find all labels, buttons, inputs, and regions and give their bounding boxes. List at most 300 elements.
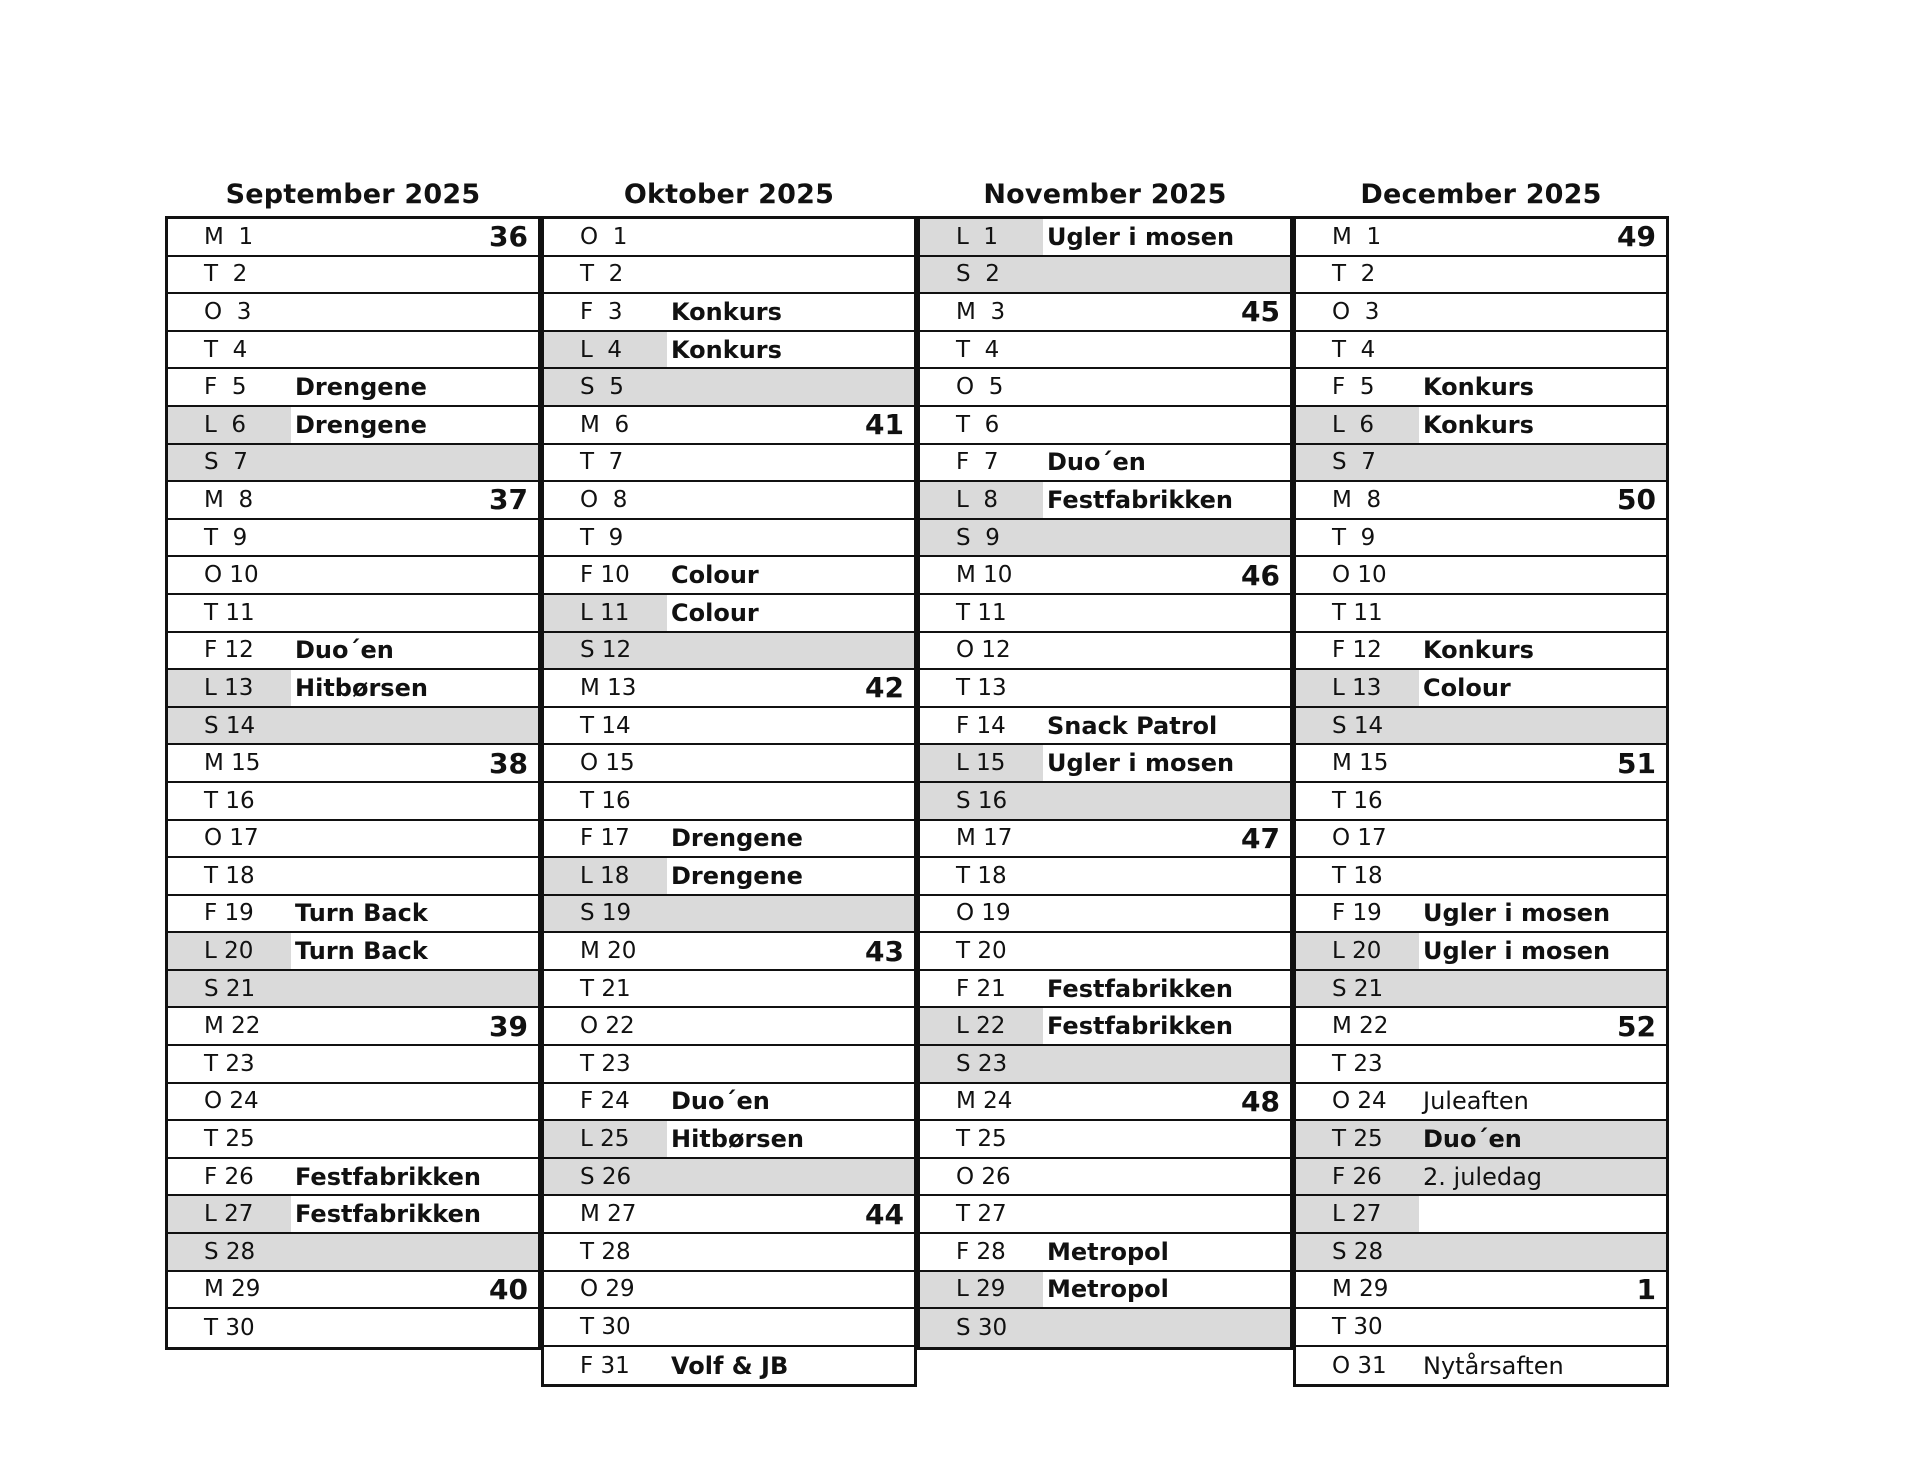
- day-event: Snack Patrol: [1047, 711, 1218, 740]
- day-label: L 29: [920, 1272, 1043, 1308]
- day-label: O 24: [204, 1088, 259, 1115]
- day-row: [920, 933, 1290, 971]
- day-row: [168, 1046, 538, 1084]
- month-column: [917, 174, 1293, 1350]
- day-row: [1296, 1347, 1666, 1385]
- day-event: Drengene: [671, 824, 803, 853]
- day-row: [544, 896, 914, 934]
- day-label: T 16: [1332, 787, 1383, 814]
- day-row: [168, 257, 538, 295]
- week-number: 50: [1617, 483, 1656, 517]
- day-row: [544, 595, 914, 633]
- day-label: O 26: [956, 1163, 1011, 1190]
- month-day-list: [917, 216, 1293, 1350]
- day-row: [1296, 369, 1666, 407]
- week-number: 37: [489, 483, 528, 517]
- day-label: L 27: [168, 1196, 291, 1232]
- day-row: [168, 971, 538, 1009]
- day-event: Drengene: [295, 373, 427, 402]
- day-row: [1296, 821, 1666, 859]
- day-event: Hitbørsen: [295, 673, 428, 702]
- day-label: T 9: [1332, 524, 1376, 551]
- day-row: [920, 1046, 1290, 1084]
- day-label: T 28: [580, 1238, 631, 1265]
- week-number: 51: [1617, 746, 1656, 780]
- day-label: L 6: [168, 407, 291, 443]
- day-label: M 20: [580, 938, 637, 965]
- day-row: [920, 407, 1290, 445]
- day-label: F 12: [1332, 637, 1382, 664]
- day-label: F 19: [204, 900, 254, 927]
- day-label: T 18: [204, 862, 255, 889]
- day-row: [168, 1309, 538, 1347]
- day-label: M 8: [204, 486, 254, 513]
- day-label: S 7: [1332, 449, 1376, 476]
- day-label: L 22: [920, 1008, 1043, 1044]
- day-row: [168, 1196, 538, 1234]
- day-row: [544, 219, 914, 257]
- week-number: 40: [489, 1272, 528, 1306]
- day-label: S 12: [580, 637, 632, 664]
- day-row: [1296, 1309, 1666, 1347]
- day-event: Colour: [671, 598, 759, 627]
- day-row: [1296, 858, 1666, 896]
- week-number: 44: [865, 1197, 904, 1231]
- day-label: T 4: [204, 336, 248, 363]
- day-label: F 14: [956, 712, 1006, 739]
- day-event: Ugler i mosen: [1047, 749, 1235, 778]
- day-label: O 29: [580, 1276, 635, 1303]
- day-label: T 25: [1332, 1126, 1383, 1153]
- day-row: [920, 783, 1290, 821]
- week-number: 49: [1617, 220, 1656, 254]
- day-label: S 9: [956, 524, 1000, 551]
- day-label: F 28: [956, 1238, 1006, 1265]
- day-label: T 14: [580, 712, 631, 739]
- day-row: [544, 1196, 914, 1234]
- day-label: O 17: [204, 825, 259, 852]
- week-number: 48: [1241, 1084, 1280, 1118]
- week-number: 52: [1617, 1009, 1656, 1043]
- day-row: [1296, 633, 1666, 671]
- day-label: L 25: [544, 1121, 667, 1157]
- day-label: M 6: [580, 411, 630, 438]
- day-label: M 24: [956, 1088, 1013, 1115]
- day-row: [168, 745, 538, 783]
- day-event: Konkurs: [1423, 373, 1534, 402]
- day-row: [168, 219, 538, 257]
- day-row: [1296, 482, 1666, 520]
- day-row: [1296, 1084, 1666, 1122]
- day-label: T 9: [580, 524, 624, 551]
- day-row: [168, 1084, 538, 1122]
- month-column: [165, 174, 541, 1350]
- day-label: O 5: [956, 374, 1004, 401]
- day-label: T 16: [204, 787, 255, 814]
- day-label: M 29: [1332, 1276, 1389, 1303]
- day-label: M 13: [580, 674, 637, 701]
- day-row: [544, 745, 914, 783]
- day-row: [544, 445, 914, 483]
- month-day-list: [1293, 216, 1669, 1387]
- day-label: F 31: [580, 1352, 630, 1379]
- day-label: S 7: [204, 449, 248, 476]
- day-row: [168, 595, 538, 633]
- day-label: T 4: [956, 336, 1000, 363]
- day-row: [168, 1272, 538, 1310]
- day-label: O 3: [204, 298, 252, 325]
- day-row: [1296, 933, 1666, 971]
- week-number: 42: [865, 671, 904, 705]
- day-event: Metropol: [1047, 1275, 1169, 1304]
- day-event: Konkurs: [671, 297, 782, 326]
- day-label: S 21: [204, 975, 256, 1002]
- day-event: Duo´en: [1423, 1125, 1522, 1154]
- day-row: [920, 294, 1290, 332]
- week-number: 36: [489, 220, 528, 254]
- day-row: [1296, 557, 1666, 595]
- day-label: T 13: [956, 674, 1007, 701]
- day-row: [168, 821, 538, 859]
- day-label: M 22: [1332, 1013, 1389, 1040]
- day-row: [544, 858, 914, 896]
- day-label: T 4: [1332, 336, 1376, 363]
- week-number: 41: [865, 408, 904, 442]
- day-event: Ugler i mosen: [1423, 899, 1611, 928]
- day-row: [920, 1234, 1290, 1272]
- day-label: S 14: [1332, 712, 1384, 739]
- week-number: 43: [865, 934, 904, 968]
- day-row: [544, 783, 914, 821]
- day-label: M 17: [956, 825, 1013, 852]
- day-row: [920, 1309, 1290, 1347]
- day-row: [1296, 520, 1666, 558]
- day-label: T 7: [580, 449, 624, 476]
- day-event: Hitbørsen: [671, 1125, 804, 1154]
- day-label: M 3: [956, 298, 1006, 325]
- day-label: O 1: [580, 223, 628, 250]
- day-event: Festfabrikken: [1047, 974, 1233, 1003]
- day-label: T 21: [580, 975, 631, 1002]
- day-label: F 21: [956, 975, 1006, 1002]
- day-label: T 18: [956, 862, 1007, 889]
- day-event: Konkurs: [671, 335, 782, 364]
- day-label: L 11: [544, 595, 667, 631]
- day-row: [168, 670, 538, 708]
- day-row: [168, 633, 538, 671]
- day-label: T 23: [1332, 1050, 1383, 1077]
- day-label: T 30: [580, 1314, 631, 1341]
- day-row: [168, 407, 538, 445]
- day-event: Nytårsaften: [1423, 1351, 1564, 1380]
- day-row: [1296, 896, 1666, 934]
- day-label: M 1: [204, 223, 254, 250]
- day-row: [544, 1272, 914, 1310]
- day-row: [920, 858, 1290, 896]
- day-label: S 30: [956, 1315, 1008, 1342]
- day-row: [168, 858, 538, 896]
- day-row: [544, 332, 914, 370]
- day-row: [168, 332, 538, 370]
- day-label: L 20: [1296, 933, 1419, 969]
- day-row: [544, 708, 914, 746]
- day-row: [168, 1159, 538, 1197]
- day-row: [168, 896, 538, 934]
- month-day-list: [541, 216, 917, 1387]
- day-row: [544, 670, 914, 708]
- day-label: O 10: [204, 562, 259, 589]
- day-row: [1296, 670, 1666, 708]
- day-event: Volf & JB: [671, 1351, 789, 1380]
- day-row: [544, 1046, 914, 1084]
- day-row: [920, 821, 1290, 859]
- week-number: 1: [1636, 1272, 1656, 1306]
- day-row: [544, 482, 914, 520]
- day-label: S 16: [956, 787, 1008, 814]
- month-title: November 2025: [983, 179, 1227, 210]
- day-label: F 3: [580, 298, 623, 325]
- day-label: T 11: [956, 599, 1007, 626]
- month-day-list: [165, 216, 541, 1350]
- day-label: T 11: [204, 599, 255, 626]
- day-row: [168, 520, 538, 558]
- day-row: [544, 821, 914, 859]
- day-label: T 30: [204, 1315, 255, 1342]
- day-label: S 28: [1332, 1238, 1384, 1265]
- day-label: T 2: [1332, 261, 1376, 288]
- day-row: [544, 933, 914, 971]
- day-row: [1296, 1196, 1666, 1234]
- day-label: O 31: [1332, 1352, 1387, 1379]
- day-label: O 8: [580, 486, 628, 513]
- day-label: L 18: [544, 858, 667, 894]
- day-row: [920, 971, 1290, 1009]
- day-row: [920, 557, 1290, 595]
- day-row: [544, 407, 914, 445]
- day-label: T 25: [204, 1126, 255, 1153]
- day-row: [544, 1234, 914, 1272]
- week-number: 38: [489, 746, 528, 780]
- day-label: O 22: [580, 1013, 635, 1040]
- day-label: M 27: [580, 1201, 637, 1228]
- day-row: [920, 708, 1290, 746]
- day-label: S 28: [204, 1238, 256, 1265]
- day-label: O 17: [1332, 825, 1387, 852]
- day-label: O 19: [956, 900, 1011, 927]
- day-label: M 15: [204, 750, 261, 777]
- day-label: M 29: [204, 1276, 261, 1303]
- day-row: [544, 257, 914, 295]
- day-label: L 4: [544, 332, 667, 368]
- day-label: O 10: [1332, 562, 1387, 589]
- day-label: F 24: [580, 1088, 630, 1115]
- day-row: [920, 219, 1290, 257]
- day-row: [168, 783, 538, 821]
- day-row: [544, 1159, 914, 1197]
- day-label: T 23: [204, 1050, 255, 1077]
- day-label: T 23: [580, 1050, 631, 1077]
- day-label: L 27: [1296, 1196, 1419, 1232]
- day-row: [920, 633, 1290, 671]
- day-row: [1296, 1046, 1666, 1084]
- day-label: F 26: [1332, 1163, 1382, 1190]
- day-row: [1296, 971, 1666, 1009]
- day-label: T 30: [1332, 1314, 1383, 1341]
- day-event: Drengene: [295, 410, 427, 439]
- day-row: [920, 745, 1290, 783]
- day-label: T 16: [580, 787, 631, 814]
- day-label: S 14: [204, 712, 256, 739]
- day-event: Konkurs: [1423, 410, 1534, 439]
- day-row: [920, 445, 1290, 483]
- day-label: L 13: [1296, 670, 1419, 706]
- day-event: Ugler i mosen: [1047, 222, 1235, 251]
- day-event: Duo´en: [295, 636, 394, 665]
- day-row: [920, 332, 1290, 370]
- week-number: 47: [1241, 821, 1280, 855]
- day-row: [168, 445, 538, 483]
- day-event: Turn Back: [295, 899, 428, 928]
- day-label: O 15: [580, 750, 635, 777]
- day-label: F 12: [204, 637, 254, 664]
- day-label: T 18: [1332, 862, 1383, 889]
- day-label: L 20: [168, 933, 291, 969]
- day-label: T 25: [956, 1126, 1007, 1153]
- day-label: F 19: [1332, 900, 1382, 927]
- day-label: T 9: [204, 524, 248, 551]
- day-row: [544, 1309, 914, 1347]
- day-row: [1296, 294, 1666, 332]
- day-event: Metropol: [1047, 1237, 1169, 1266]
- day-row: [168, 369, 538, 407]
- day-row: [544, 294, 914, 332]
- day-row: [544, 1008, 914, 1046]
- day-row: [1296, 1272, 1666, 1310]
- day-label: T 2: [580, 261, 624, 288]
- day-label: M 22: [204, 1013, 261, 1040]
- day-event: Duo´en: [671, 1087, 770, 1116]
- day-label: M 15: [1332, 750, 1389, 777]
- day-row: [1296, 445, 1666, 483]
- day-row: [544, 633, 914, 671]
- day-label: T 6: [956, 411, 1000, 438]
- day-label: S 26: [580, 1163, 632, 1190]
- day-row: [544, 369, 914, 407]
- day-row: [1296, 1008, 1666, 1046]
- day-row: [168, 933, 538, 971]
- day-label: T 11: [1332, 599, 1383, 626]
- day-row: [920, 1121, 1290, 1159]
- day-row: [1296, 219, 1666, 257]
- day-row: [1296, 783, 1666, 821]
- week-number: 39: [489, 1009, 528, 1043]
- day-row: [920, 369, 1290, 407]
- day-event: Colour: [671, 561, 759, 590]
- day-row: [168, 1008, 538, 1046]
- day-row: [1296, 332, 1666, 370]
- day-row: [1296, 745, 1666, 783]
- day-row: [168, 708, 538, 746]
- day-label: S 19: [580, 900, 632, 927]
- day-row: [544, 1347, 914, 1385]
- day-row: [544, 1121, 914, 1159]
- day-row: [920, 1008, 1290, 1046]
- day-row: [920, 670, 1290, 708]
- day-row: [1296, 1159, 1666, 1197]
- day-row: [544, 1084, 914, 1122]
- day-label: S 5: [580, 374, 624, 401]
- day-row: [920, 520, 1290, 558]
- day-label: S 21: [1332, 975, 1384, 1002]
- day-row: [168, 482, 538, 520]
- week-number: 46: [1241, 558, 1280, 592]
- day-row: [544, 557, 914, 595]
- day-row: [168, 1121, 538, 1159]
- day-label: L 8: [920, 482, 1043, 518]
- day-row: [1296, 595, 1666, 633]
- day-label: O 24: [1332, 1088, 1387, 1115]
- week-number: 45: [1241, 295, 1280, 329]
- day-label: F 5: [204, 374, 247, 401]
- day-event: Festfabrikken: [295, 1162, 481, 1191]
- day-label: S 2: [956, 261, 1000, 288]
- day-label: M 1: [1332, 223, 1382, 250]
- day-row: [920, 1159, 1290, 1197]
- month-column: [1293, 174, 1669, 1387]
- day-row: [168, 294, 538, 332]
- day-row: [1296, 1121, 1666, 1159]
- day-row: [920, 896, 1290, 934]
- day-event: Colour: [1423, 673, 1511, 702]
- day-row: [1296, 708, 1666, 746]
- day-label: F 7: [956, 449, 999, 476]
- day-label: L 13: [168, 670, 291, 706]
- day-label: M 8: [1332, 486, 1382, 513]
- month-title: September 2025: [225, 179, 481, 210]
- day-label: O 12: [956, 637, 1011, 664]
- day-row: [920, 1084, 1290, 1122]
- day-row: [920, 257, 1290, 295]
- month-column: [541, 174, 917, 1387]
- day-label: T 27: [956, 1201, 1007, 1228]
- day-row: [1296, 407, 1666, 445]
- day-row: [920, 1272, 1290, 1310]
- day-event: Ugler i mosen: [1423, 937, 1611, 966]
- day-row: [1296, 257, 1666, 295]
- day-label: L 15: [920, 745, 1043, 781]
- day-row: [168, 1234, 538, 1272]
- day-label: L 1: [920, 219, 1043, 255]
- day-label: O 3: [1332, 298, 1380, 325]
- day-row: [168, 557, 538, 595]
- day-label: T 20: [956, 938, 1007, 965]
- day-row: [920, 482, 1290, 520]
- day-label: F 26: [204, 1163, 254, 1190]
- day-event: Festfabrikken: [1047, 1012, 1233, 1041]
- month-title: December 2025: [1360, 179, 1602, 210]
- day-label: T 2: [204, 261, 248, 288]
- day-event: Drengene: [671, 861, 803, 890]
- day-row: [1296, 1234, 1666, 1272]
- day-event: Festfabrikken: [295, 1200, 481, 1229]
- day-event: Turn Back: [295, 937, 428, 966]
- day-event: Festfabrikken: [1047, 485, 1233, 514]
- day-label: F 17: [580, 825, 630, 852]
- day-event: 2. juledag: [1423, 1162, 1543, 1191]
- day-label: M 10: [956, 562, 1013, 589]
- day-row: [544, 971, 914, 1009]
- day-label: S 23: [956, 1050, 1008, 1077]
